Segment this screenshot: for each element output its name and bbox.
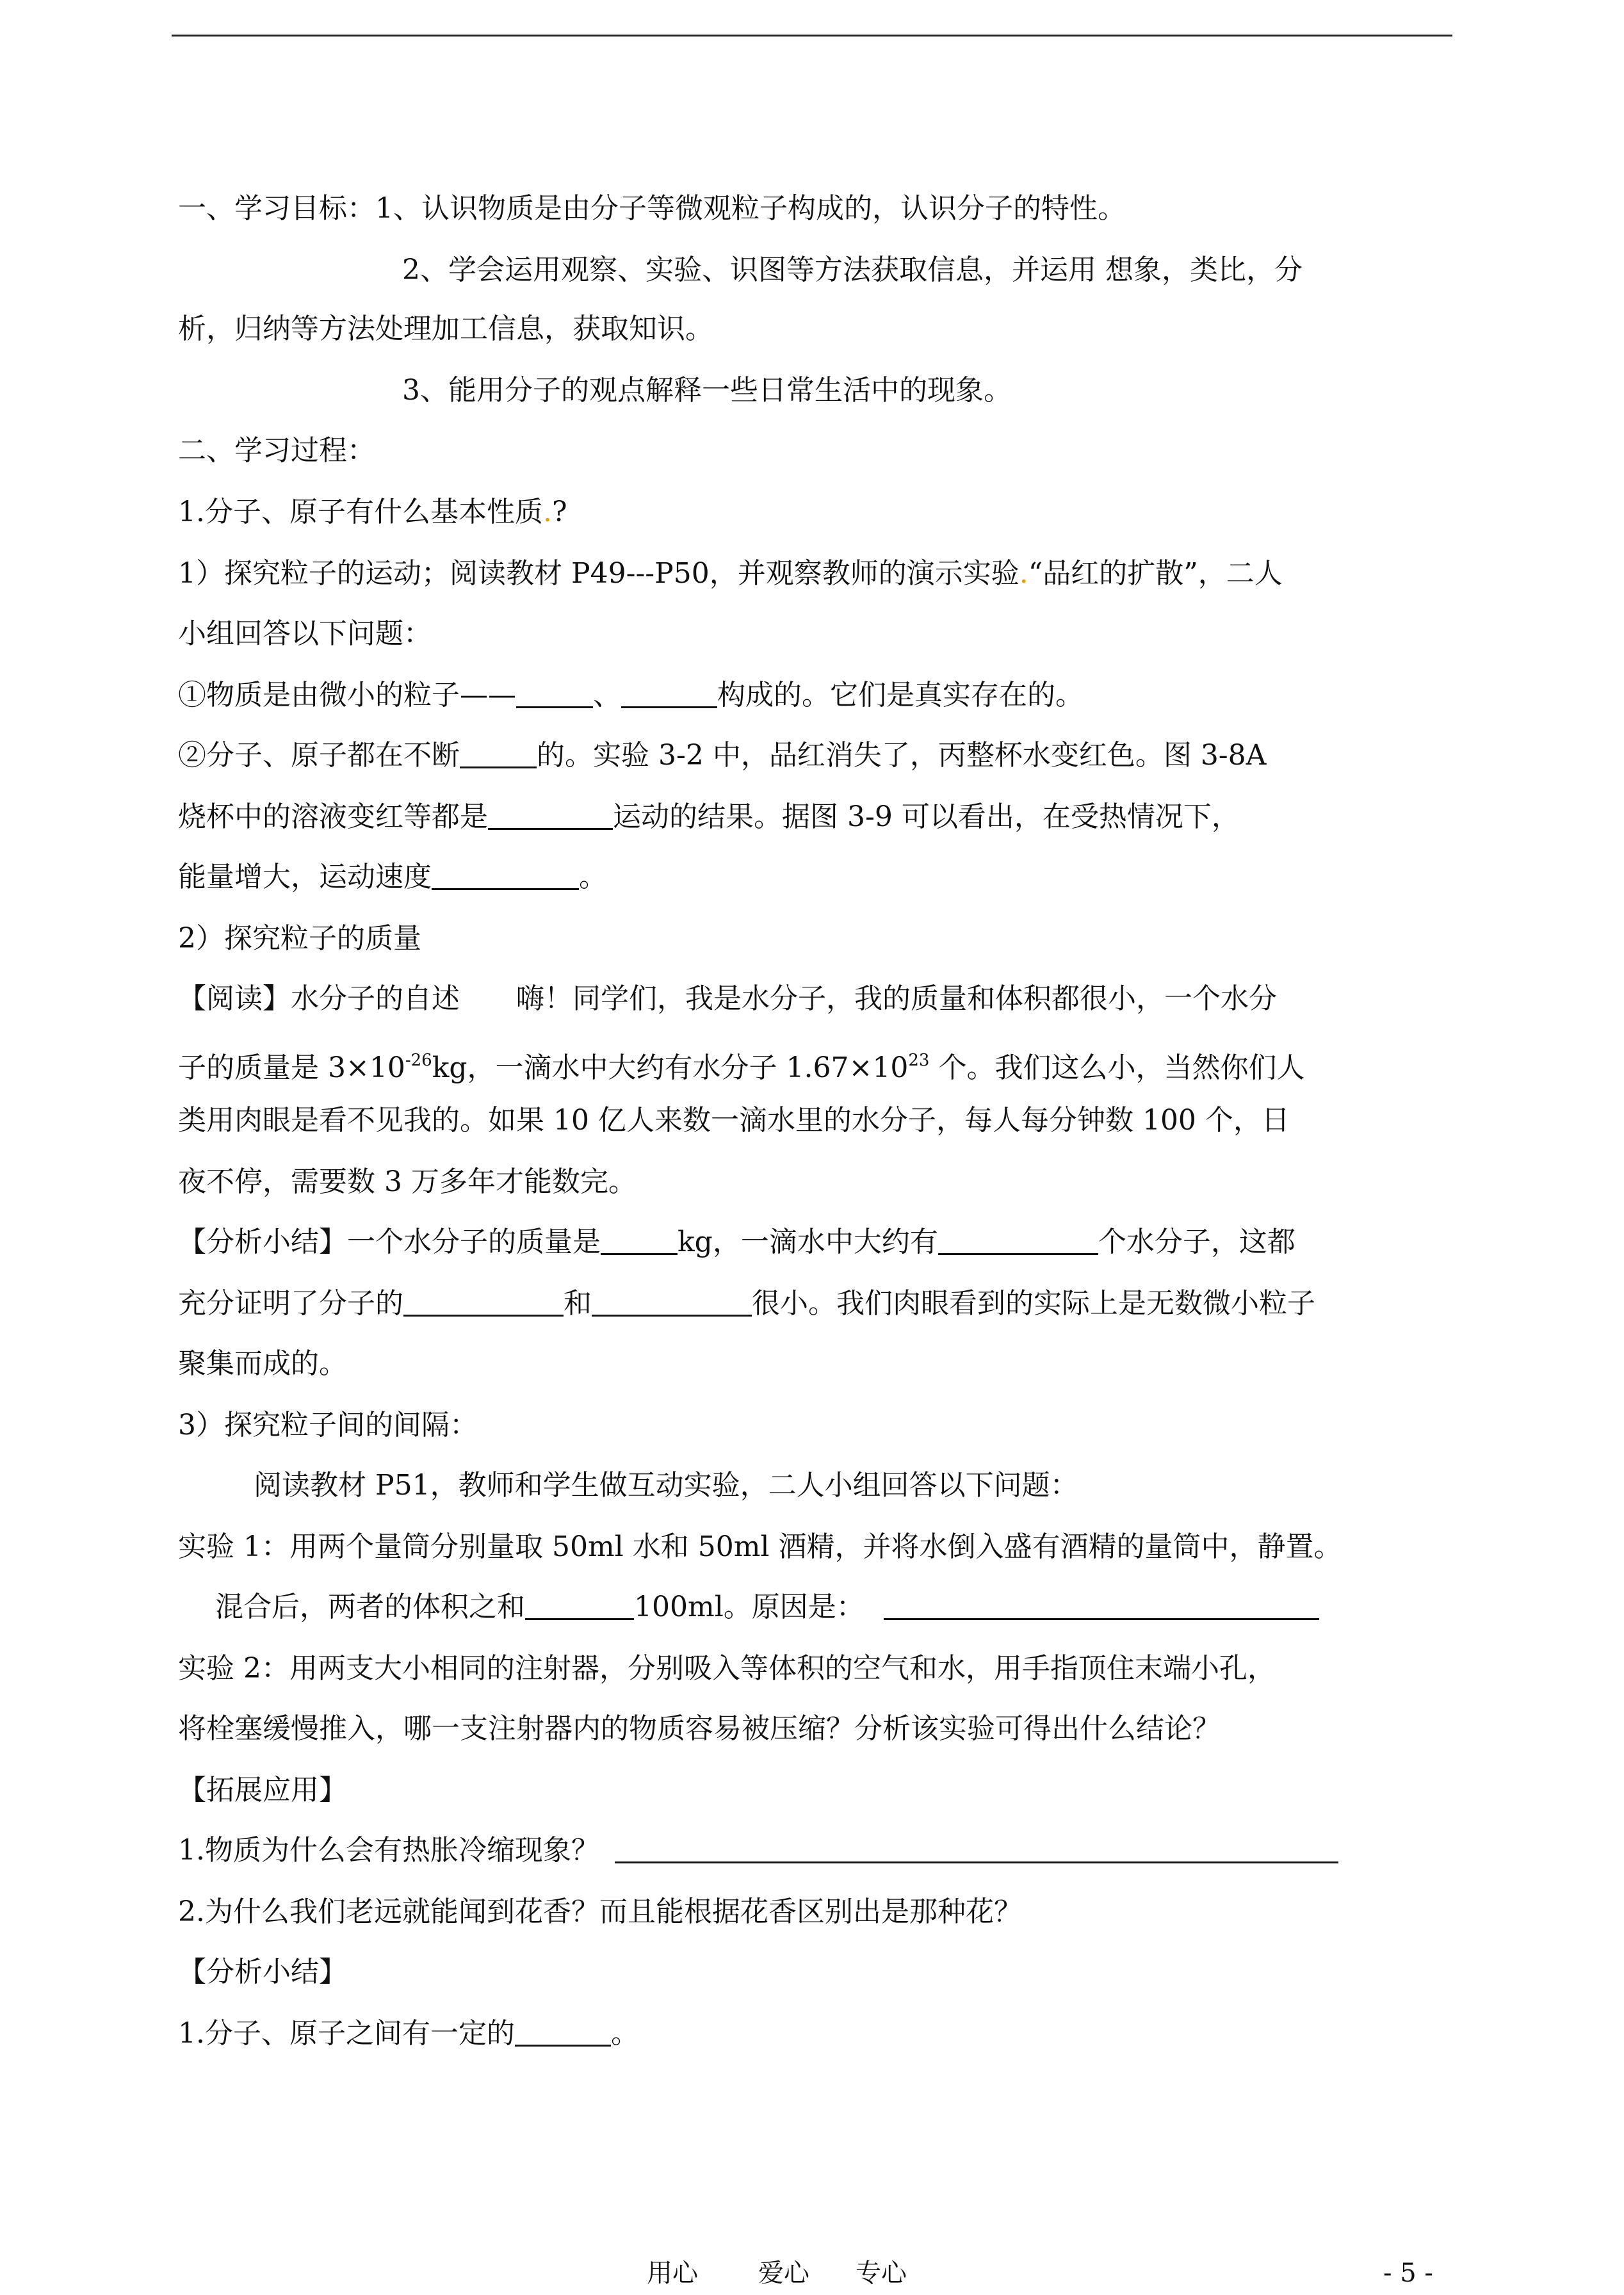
item-2: ②分子、原子都在不断 的。实验 3-2 中，品红消失了，丙整杯水变红色。图 3-8A [178,739,1267,772]
header-rule [172,35,1452,36]
explore-spacing-intro: 阅读教材 P51，教师和学生做互动实验，二人小组回答以下问题： [254,1469,1078,1502]
footer-text-3: 专心 [856,2259,907,2288]
item-1: ①物质是由微小的粒子—— 、 构成的。它们是真实存在的。 [178,679,1084,711]
explore-mass: 2）探究粒子的质量 [178,922,421,955]
experiment-2: 实验 2：用两支大小相同的注射器，分别吸入等体积的空气和水，用手指顶住末端小孔， [178,1652,1276,1685]
answer-blank[interactable] [515,2020,611,2047]
summary-1-cont: 充分证明了分子的 和 很小。我们肉眼看到的实际上是无数微小粒子 [178,1287,1315,1320]
answer-blank[interactable] [592,1290,752,1317]
objective-2: 2、学会运用观察、实验、识图等方法获取信息，并运用 想象，类比，分 [402,254,1303,286]
answer-blank[interactable] [601,1229,678,1255]
summary-1-cont2: 聚集而成的。 [178,1347,347,1380]
footer-text-2: 爱心 [758,2259,809,2288]
experiment-2-cont: 将栓塞缓慢推入，哪一支注射器内的物质容易被压缩？分析该实验可得出什么结论？ [178,1712,1221,1745]
reading-line-2: 子的质量是 $3\times 10^{-26}kg$，一滴水中大约有水分子 $1.67\times 10^{23}$ 个。我们这么小，当然你们人 [178,1051,1305,1084]
answer-blank[interactable] [615,1837,1338,1863]
question-1: 1.分子、原子有什么基本性质.? [178,496,567,528]
summary-1: 【分析小结】一个水分子的质量是 kg，一滴水中大约有 个水分子，这都 [178,1226,1295,1258]
objective-3: 3、能用分子的观点解释一些日常生活中的现象。 [402,374,1012,407]
answer-blank[interactable] [525,1594,634,1620]
summary-heading: 【分析小结】 [178,1956,347,1988]
reading-line-4: 夜不停，需要数 3 万多年才能数完。 [178,1165,637,1198]
answer-blank[interactable] [516,682,593,708]
explore-motion: 1）探究粒子的运动；阅读教材 P49---P50，并观察教师的演示实验.“品红的扩散”，二人 [178,557,1283,590]
footer-text-1: 用心 [647,2259,698,2288]
experiment-1-cont: 混合后，两者的体积之和 100ml。原因是： [215,1589,1319,1625]
answer-blank[interactable] [884,1594,1319,1620]
answer-blank[interactable] [621,682,717,708]
reading-heading: 【阅读】水分子的自述 嗨！同学们，我是水分子，我的质量和体积都很小，一个水分 [178,982,1277,1015]
reading-line-3: 类用肉眼是看不见我的。如果 10 亿人来数一滴水里的水分子，每人每分钟数 100 个，日 [178,1104,1290,1137]
answer-blank[interactable] [460,742,537,768]
answer-blank[interactable] [403,1290,564,1317]
extension-heading: 【拓展应用】 [178,1774,347,1806]
answer-blank[interactable] [938,1229,1098,1255]
objective-2-cont: 析，归纳等方法处理加工信息，获取知识。 [178,312,713,345]
answer-blank[interactable] [432,864,579,890]
explore-motion-cont: 小组回答以下问题： [178,617,432,650]
answer-blank[interactable] [488,804,613,830]
experiment-1: 实验 1：用两个量筒分别量取 50ml 水和 50ml 酒精，并将水倒入盛有酒精的量筒中，静置。 [178,1530,1342,1563]
extension-q1: 1.物质为什么会有热胀冷缩现象？ [178,1833,1338,1869]
explore-spacing: 3）探究粒子间的间隔： [178,1409,478,1441]
item-2-cont2: 能量增大，运动速度 。 [178,861,607,893]
section-two-heading: 二、学习过程： [178,434,375,467]
extension-q2: 2.为什么我们老远就能闻到花香？而且能根据花香区别出是那种花？ [178,1895,1022,1928]
summary-2: 1.分子、原子之间有一定的 。 [178,2017,639,2050]
page-number: - 5 - [1383,2259,1433,2288]
objective-1: 一、学习目标：1、认识物质是由分子等微观粒子构成的，认识分子的特性。 [178,192,1126,225]
item-2-cont: 烧杯中的溶液变红等都是 运动的结果。据图 3-9 可以看出，在受热情况下， [178,800,1240,833]
